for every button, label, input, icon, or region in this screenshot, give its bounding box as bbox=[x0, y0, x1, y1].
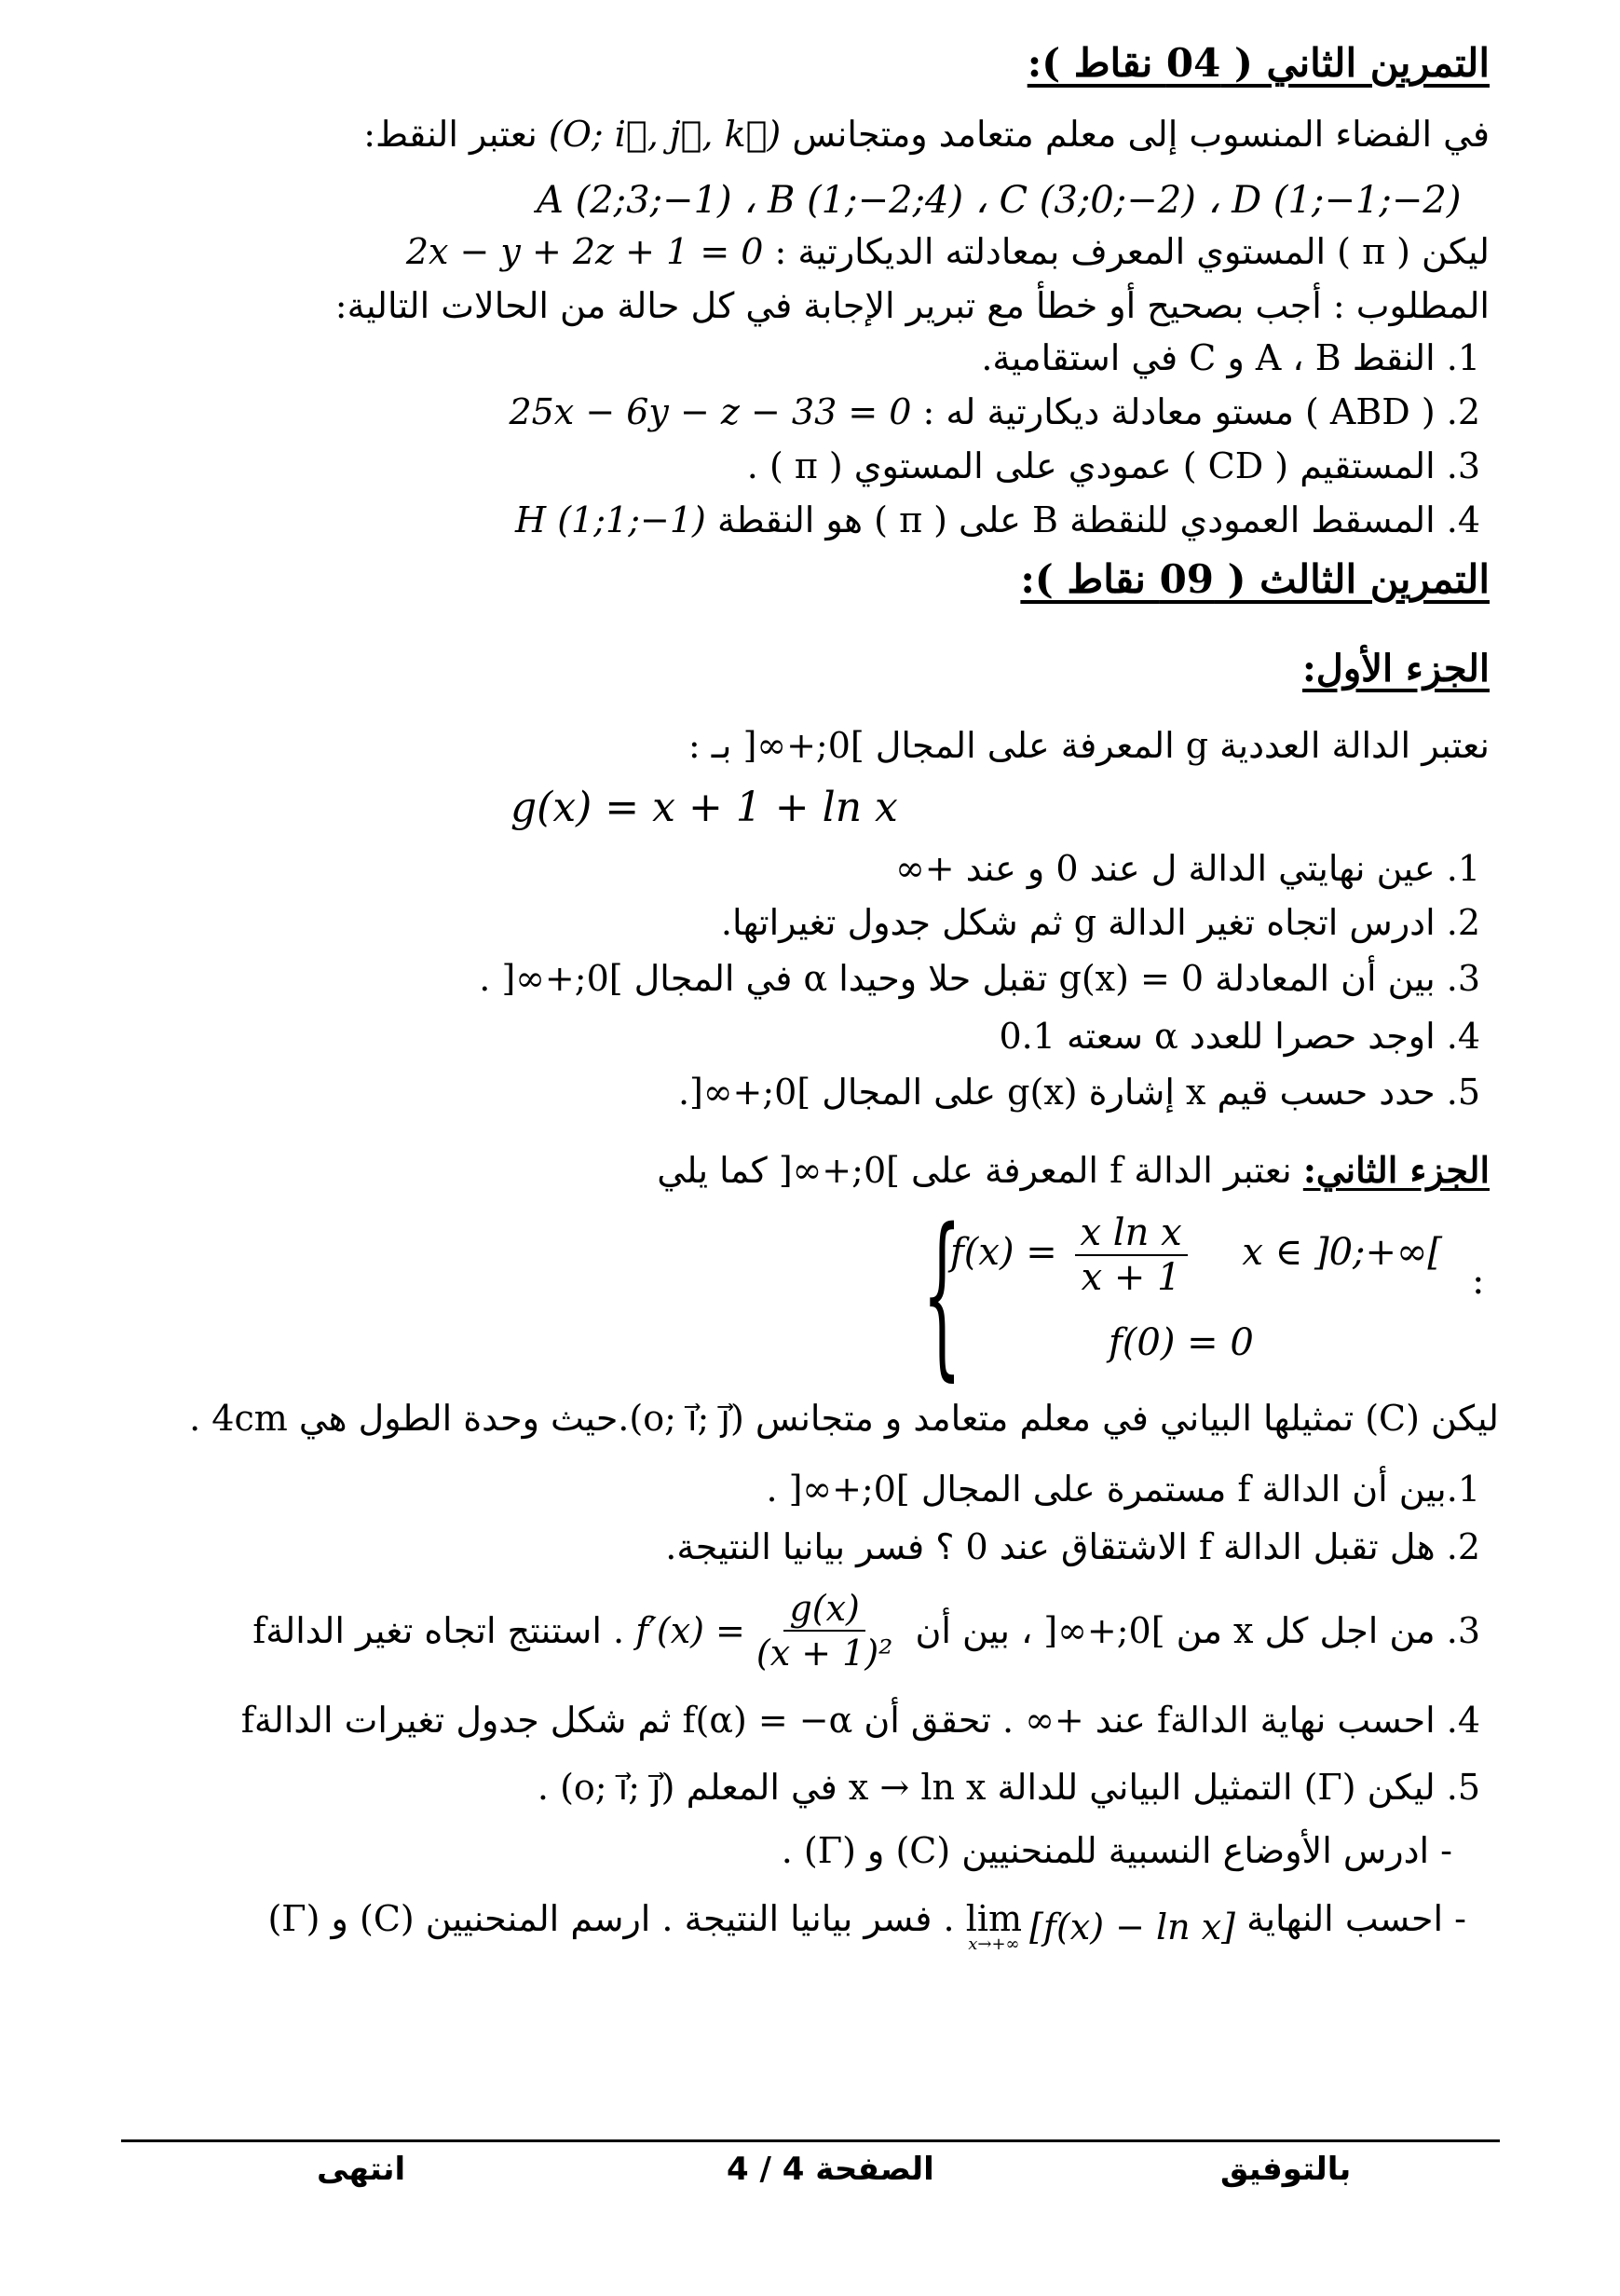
part2-question-5a: - ادرس الأوضاع النسبية للمنحنيين (C) و (Γ) . bbox=[781, 1830, 1452, 1871]
part2-question-5b-end: . فسر بيانيا النتيجة . ارسم المنحنيين (C) و (Γ) bbox=[267, 1898, 955, 1939]
footer-divider bbox=[121, 2139, 1500, 2142]
ex2-line-1-text: في الفضاء المنسوب إلى معلم متعامد ومتجانس bbox=[792, 114, 1490, 155]
ex2-line-1-end: نعتبر النقط: bbox=[363, 114, 538, 155]
ex2-question-1: 1. النقط A ، B و C في استقامية. bbox=[981, 337, 1480, 378]
part2-question-4: 4. احسب نهاية الدالةf عند +∞ . تحقق أن f(α) = −α ثم شكل جدول تغيرات الدالةf bbox=[240, 1700, 1480, 1741]
ex2-line-1 bbox=[363, 110, 1490, 158]
footer-good-luck: بالتوفيق bbox=[1220, 2151, 1352, 2188]
footer-end: انتهى bbox=[317, 2151, 406, 2188]
footer-page-number: الصفحة 4 / 4 bbox=[727, 2151, 934, 2188]
derivative-fraction bbox=[751, 1587, 899, 1674]
part2-question-3-end: . استنتج اتجاه تغير الدالةf bbox=[252, 1610, 625, 1651]
part2-question-3 bbox=[252, 1584, 1480, 1677]
derivative-numerator: g(x) bbox=[783, 1587, 864, 1632]
limit-argument: [f(x) − ln x] bbox=[1029, 1906, 1235, 1948]
limit-subscript: x→+∞ bbox=[968, 1934, 1020, 1954]
ex3-part-1-title: الجزء الأول: bbox=[1302, 647, 1490, 690]
ex2-question-4-point: H (1;1;−1) bbox=[515, 499, 706, 540]
part1-question-4: 4. اوجد حصرا للعدد α سعته 0.1 bbox=[999, 1016, 1480, 1057]
ex2-task: المطلوب : أجب بصحيح أو خطأ مع تبرير الإجابة في كل حالة من الحالات التالية: bbox=[334, 285, 1490, 326]
ex2-question-4-text: 4. المسقط العمودي للنقطة B على ( π ) هو النقطة bbox=[716, 499, 1480, 540]
left-brace-icon: { bbox=[922, 1191, 962, 1397]
curve-definition: ليكن (C) تمثيلها البياني في معلم متعامد و متجانس (o; i⃗; j⃗).حيث وحدة الطول هي 4cm . bbox=[189, 1398, 1499, 1439]
ex2-frame: (O; i⃗, j⃗, k⃗) bbox=[548, 114, 782, 155]
f-lhs: f(x) = bbox=[950, 1231, 1057, 1274]
ex2-plane-line bbox=[406, 227, 1490, 276]
f-denominator: x + 1 bbox=[1081, 1256, 1181, 1299]
derivative-denominator: (x + 1)² bbox=[756, 1633, 893, 1674]
part1-question-1: 1. عين نهايتي الدالة ل عند 0 و عند +∞ bbox=[895, 848, 1480, 889]
ex2-question-2-text: 2. ( ABD ) مستو معادلة ديكارتية له : bbox=[922, 391, 1480, 432]
limit-expression bbox=[966, 1894, 1235, 1960]
ex2-plane-equation: 2x − y + 2z + 1 = 0 bbox=[405, 231, 764, 272]
f-zero-case: f(0) = 0 bbox=[1109, 1321, 1254, 1364]
ex3-part-2-intro bbox=[657, 1146, 1490, 1195]
part2-question-2: 2. هل تقبل الدالة f الاشتقاق عند 0 ؟ فسر بيانيا النتيجة. bbox=[665, 1526, 1480, 1567]
limit-operator bbox=[965, 1898, 1023, 1954]
part1-question-2: 2. ادرس اتجاه تغير الدالة g ثم شكل جدول تغيراتها. bbox=[720, 902, 1480, 943]
part2-question-1: 1.بين أن الدالة f مستمرة على المجال ]0;+∞[ . bbox=[766, 1469, 1480, 1510]
ex2-plane-text: ليكن ( π ) المستوي المعرف بمعادلته الديكارتية : bbox=[774, 231, 1490, 272]
derivative-formula bbox=[635, 1584, 904, 1677]
derivative-lhs: f′(x) = bbox=[635, 1610, 745, 1651]
ex2-question-4 bbox=[515, 496, 1480, 544]
f-colon: : bbox=[1472, 1260, 1485, 1303]
g-definition: g(x) = x + 1 + ln x bbox=[511, 784, 898, 831]
f-domain: x ∈ ]0;+∞[ bbox=[1242, 1231, 1442, 1274]
ex2-points: A (2;3;−1) ، B (1;−2;4) ، C (3;0;−2) ، D (1;−1;−2) bbox=[537, 179, 1462, 222]
limit-label: lim bbox=[965, 1898, 1023, 1939]
exercise-3-title: التمرين الثالث ( 09 نقاط ): bbox=[1020, 556, 1490, 602]
part1-question-5: 5. حدد حسب قيم x إشارة g(x) على المجال ]0;+∞[. bbox=[677, 1072, 1480, 1113]
f-numerator: x ln x bbox=[1075, 1211, 1188, 1256]
ex3-part-2-label: الجزء الثاني: bbox=[1302, 1149, 1490, 1191]
part2-question-3-start: 3. من اجل كل x من ]0;+∞[ ، بين أن bbox=[915, 1610, 1480, 1651]
ex2-question-2 bbox=[509, 388, 1480, 436]
part2-question-5b bbox=[267, 1886, 1466, 1960]
ex3-part-2-text: نعتبر الدالة f المعرفة على ]0;+∞[ كما يلي bbox=[657, 1150, 1292, 1191]
f-first-case bbox=[950, 1211, 1442, 1299]
exercise-2-title: التمرين الثاني ( 04 نقاط ): bbox=[1027, 40, 1490, 86]
ex2-question-2-equation: 25x − 6y − z − 33 = 0 bbox=[509, 391, 912, 432]
f-fraction bbox=[1075, 1211, 1188, 1299]
ex3-intro: نعتبر الدالة العددية g المعرفة على المجال ]0;+∞[ بـ : bbox=[687, 725, 1490, 766]
part2-question-5: 5. ليكن (Γ) التمثيل البياني للدالة x → ln x في المعلم (o; i⃗; j⃗) . bbox=[537, 1767, 1480, 1808]
ex2-question-3: 3. المستقيم ( CD ) عمودي على المستوي ( π ) . bbox=[746, 445, 1480, 486]
f-piecewise-definition bbox=[922, 1191, 1485, 1397]
part1-question-3: 3. بين أن المعادلة g(x) = 0 تقبل حلا وحيدا α في المجال ]0;+∞[ . bbox=[479, 958, 1480, 999]
part2-question-5b-start: - احسب النهاية bbox=[1246, 1898, 1466, 1939]
